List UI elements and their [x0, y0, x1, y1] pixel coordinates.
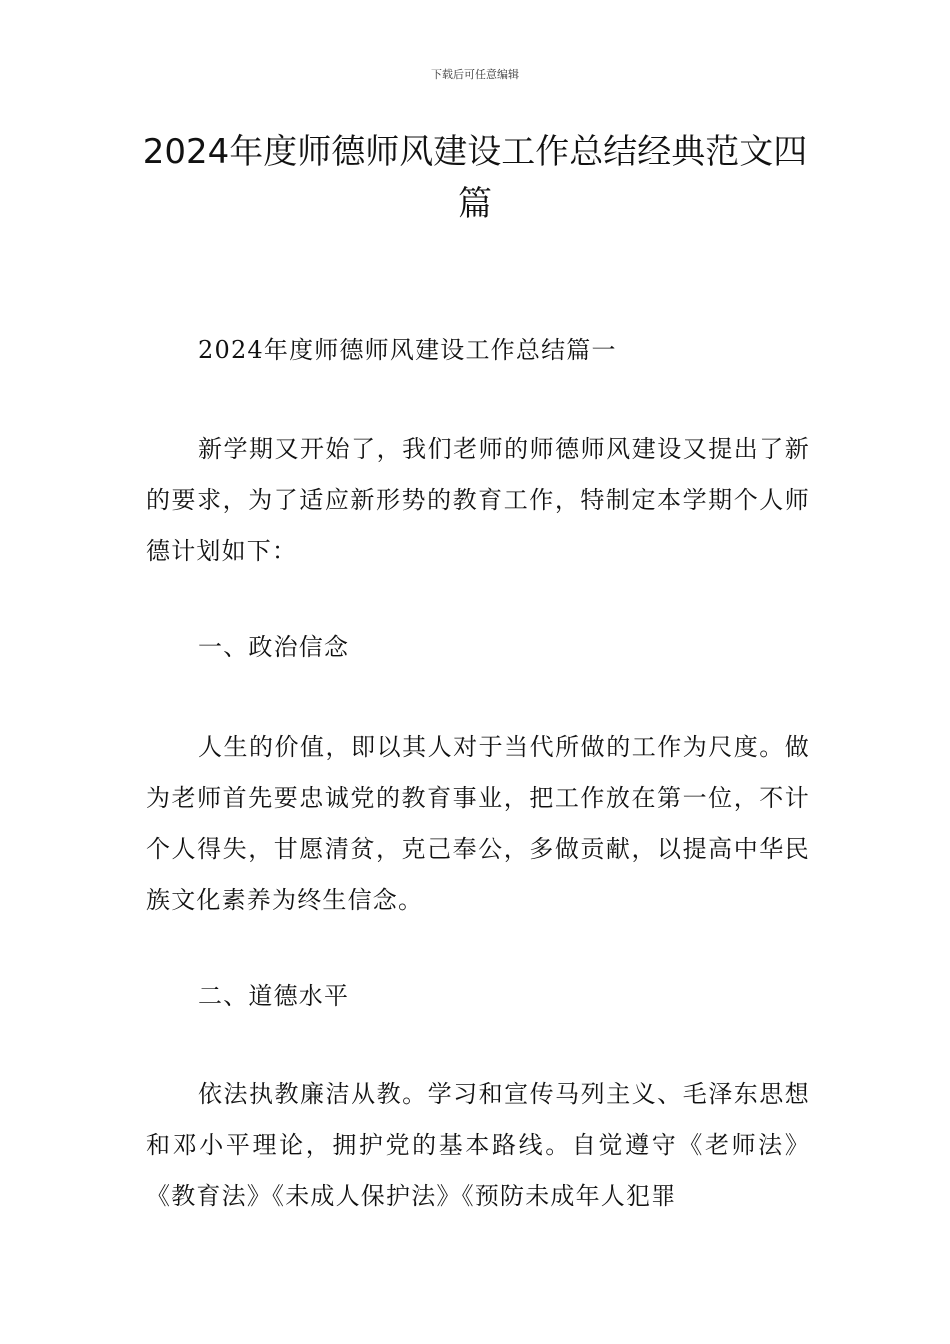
paragraph-political-belief: 人生的价值，即以其人对于当代所做的工作为尺度。做为老师首先要忠诚党的教育事业，把工作放在第一位，不计个人得失，甘愿清贫，克己奉公，多做贡献，以提高中华民族文化素养为终生信念。: [146, 733, 810, 914]
header-note: 下载后可任意编辑: [431, 68, 519, 81]
section-heading: 2024年度师德师风建设工作总结篇一: [198, 336, 617, 364]
paragraph-moral-standard: 依法执教廉洁从教。学习和宣传马列主义、毛泽东思想和邓小平理论，拥护党的基本路线。自觉遵守《老师法》《教育法》《未成人保护法》《预防未成年人犯罪: [146, 1080, 810, 1210]
document-title: 2024年度师德师风建设工作总结经典范文四篇: [142, 132, 808, 224]
heading-moral-standard: 二、道德水平: [198, 982, 350, 1010]
heading-political-belief: 一、政治信念: [198, 633, 350, 661]
intro-paragraph: 新学期又开始了，我们老师的师德师风建设又提出了新的要求，为了适应新形势的教育工作，特制定本学期个人师德计划如下：: [146, 435, 810, 565]
